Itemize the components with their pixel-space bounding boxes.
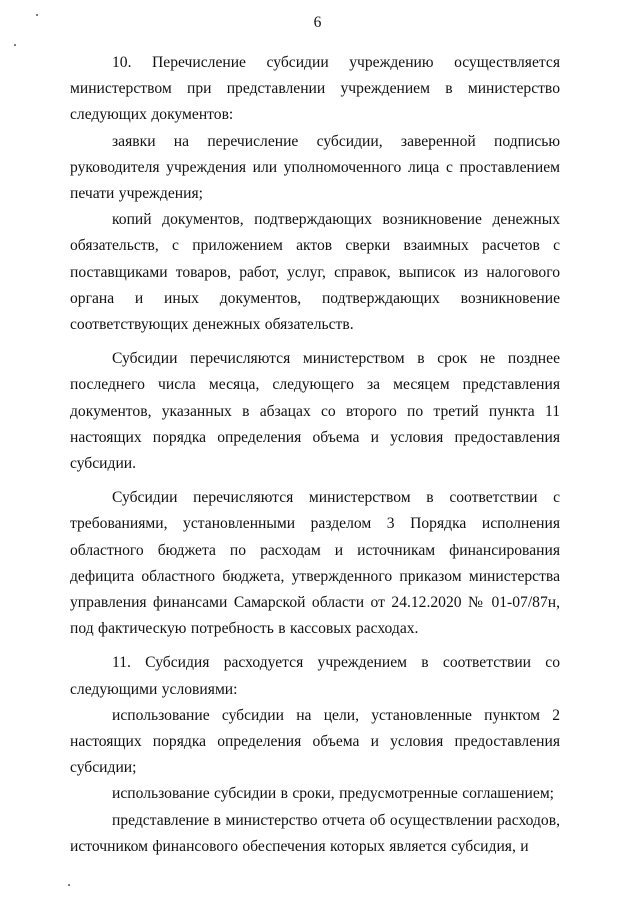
scan-speck [36, 14, 38, 16]
paragraph-application-item: заявки на перечисление субсидии, заверенной подписью руководителя учреждения или уполномоченного лица с проставлением печати учреждения; [70, 132, 560, 203]
paragraph-transfer-deadline: Субсидии перечисляются министерством в срок не позднее последнего числа месяца, следующего за месяцем представления документов, указанных в абзацах со второго по третий пункта 11 настоящих порядка определения объема и условия предоставления субсидии. [70, 350, 560, 473]
paragraph-documents-copies-item: копий документов, подтверждающих возникновение денежных обязательств, с приложением актов сверки взаимных расчетов с поставщиками товаров, работ, услуг, справок, выписок из налогового органа и иных документов, подтверждающих возникновение соответствующих денежных обязательств. [70, 211, 560, 334]
paragraph-gap [70, 338, 560, 346]
paragraph-11-intro: 11. Субсидия расходуется учреждением в соответствии со следующими условиями: [70, 654, 560, 698]
paragraph-gap [70, 477, 560, 485]
document-body [70, 50, 560, 860]
paragraph-condition-deadlines: использование субсидии в сроки, предусмотренные соглашением; [112, 785, 555, 803]
paragraph-gap [70, 642, 560, 650]
paragraph-condition-purpose: использование субсидии на цели, установленные пунктом 2 настоящих порядка определения объема и условия предоставления субсидии; [70, 706, 560, 777]
page-number: 6 [313, 14, 322, 31]
paragraph-10-intro: 10. Перечисление субсидии учреждению осуществляется министерством при представлении учреждением в министерство следующих документов: [70, 54, 560, 124]
scan-speck [68, 884, 70, 886]
scan-speck [14, 44, 16, 46]
paragraph-condition-report: представление в министерство отчета об осуществлении расходов, источником финансового обеспечения которых является субсидия, и [70, 811, 560, 855]
paragraph-transfer-requirements: Субсидии перечисляются министерством в соответствии с требованиями, установленными разделом 3 Порядка исполнения областного бюджета по расходам и источникам финансирования дефицита областного бюджета, утвержденного приказом министерства управления финансами Самарской области от 24.12.2020 № 01-07/87н, под фактическую потребность в кассовых расходах. [70, 489, 560, 638]
